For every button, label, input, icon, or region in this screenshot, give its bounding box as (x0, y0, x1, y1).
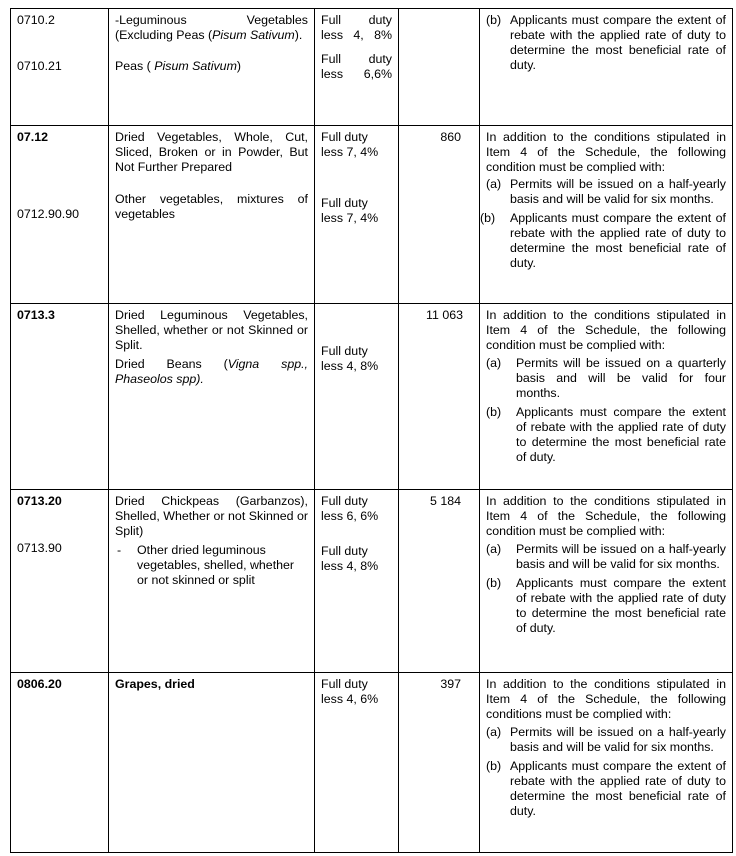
description (115, 13, 308, 43)
condition-item (486, 356, 726, 401)
description-italic: Pisum Sativum (212, 28, 295, 42)
conditions-cell (480, 673, 733, 853)
description: Other vegetables, mixtures of vegetables (115, 192, 308, 221)
description-text: Dried Beans ( (115, 357, 228, 371)
quantity-cell (399, 9, 480, 126)
description-cell (109, 126, 315, 304)
conditions-intro: In addition to the conditions stipulated in Item 4 of the Schedule, the following condition must be complied with: (486, 308, 726, 352)
duty-rate: Full duty less 4, 8% (321, 344, 379, 373)
table-row (11, 673, 733, 853)
tariff-code-cell (11, 490, 109, 673)
condition-marker: (b) (486, 759, 502, 773)
condition-item (486, 405, 726, 465)
quantity-value: 11 063 (426, 308, 463, 322)
condition-item (486, 725, 726, 755)
description: Dried Vegetables, Whole, Cut, Sliced, Broken or in Powder, But Not Further Prepared (115, 130, 308, 174)
quantity-cell (399, 490, 480, 673)
table-row (11, 9, 733, 126)
description (115, 357, 308, 387)
description-cell (109, 304, 315, 490)
description-dash-item (115, 543, 308, 588)
table-row (11, 490, 733, 673)
conditions-intro: In addition to the conditions stipulated in Item 4 of the Schedule, the following conditions must be complied with: (486, 677, 726, 721)
duty-cell (315, 9, 399, 126)
condition-marker: (a) (486, 356, 502, 370)
condition-text: Applicants must compare the extent of rebate with the applied rate of duty to determine the most beneficial rate of duty. (510, 759, 726, 818)
dash-marker: - (117, 543, 122, 557)
tariff-code: 0710.2 (17, 13, 55, 27)
tariff-code-cell (11, 9, 109, 126)
condition-text: Permits will be issued on a half-yearly basis and will be valid for six months. (510, 177, 726, 206)
conditions-intro: In addition to the conditions stipulated in Item 4 of the Schedule, the following condition must be complied with: (486, 130, 726, 174)
tariff-code-cell (11, 126, 109, 304)
quantity-cell (399, 673, 480, 853)
tariff-code: 0713.20 (17, 494, 62, 508)
quantity-value: 397 (440, 677, 461, 691)
tariff-code-cell (11, 304, 109, 490)
duty-cell (315, 304, 399, 490)
condition-item (486, 576, 726, 636)
condition-text: Permits will be issued on a half-yearly basis and will be valid for six months. (510, 725, 726, 754)
quantity-value: 860 (440, 130, 461, 144)
description-cell (109, 673, 315, 853)
table-row (11, 304, 733, 490)
description (115, 59, 308, 74)
duty-rate: Full duty less 7, 4% (321, 130, 379, 159)
description-text: ). (294, 28, 303, 42)
tariff-code: 0713.90 (17, 541, 62, 555)
condition-marker: (a) (486, 725, 502, 739)
description-italic: Vigna spp., Phaseolos spp). (115, 357, 308, 386)
description-cell (109, 490, 315, 673)
condition-item (486, 177, 726, 207)
conditions-cell (480, 304, 733, 490)
quantity-cell (399, 126, 480, 304)
duty-rate: Full duty less 6,6% (321, 52, 392, 81)
condition-item (486, 542, 726, 572)
duty-rate: Full duty less 7, 4% (321, 196, 379, 225)
condition-text: Applicants must compare the extent of rebate with the applied rate of duty to determine the most beneficial rate of duty. (510, 211, 726, 270)
description-cell (109, 9, 315, 126)
condition-text: Permits will be issued on a half-yearly basis and will be valid for six months. (516, 542, 726, 571)
condition-marker: (b) (480, 211, 496, 225)
duty-rate: Full duty less 4, 6% (321, 677, 379, 706)
condition-item (486, 759, 726, 819)
conditions-intro: In addition to the conditions stipulated in Item 4 of the Schedule, the following condition must be complied with: (486, 494, 726, 538)
condition-text: Applicants must compare the extent of rebate with the applied rate of duty to determine the most beneficial rate of duty. (516, 576, 726, 635)
description: Dried Leguminous Vegetables, Shelled, whether or not Skinned or Split. (115, 308, 308, 352)
quantity-cell (399, 304, 480, 490)
condition-marker: (a) (486, 542, 502, 556)
condition-marker: (b) (486, 13, 502, 27)
condition-marker: (b) (486, 405, 502, 419)
conditions-cell (480, 126, 733, 304)
description-text: -Leguminous Vegetables (Excluding Peas ( (115, 13, 308, 42)
description: Other dried leguminous vegetables, shelled, whether or not skinned or split (137, 543, 295, 587)
description-text: ) (236, 59, 242, 73)
duty-cell (315, 126, 399, 304)
duty-cell (315, 673, 399, 853)
tariff-code: 0806.20 (17, 677, 62, 691)
condition-item (486, 13, 726, 73)
duty-rate: Full duty less 6, 6% (321, 494, 379, 523)
tariff-code-cell (11, 673, 109, 853)
tariff-code: 07.12 (17, 130, 49, 144)
condition-text: Applicants must compare the extent of rebate with the applied rate of duty to determine the most beneficial rate of duty. (510, 13, 726, 72)
duty-cell (315, 490, 399, 673)
quantity-value: 5 184 (429, 494, 461, 508)
condition-text: Applicants must compare the extent of rebate with the applied rate of duty to determine the most beneficial rate of duty. (516, 405, 726, 464)
tariff-code: 0710.21 (17, 59, 62, 73)
conditions-cell (480, 490, 733, 673)
description-text: Peas ( (115, 59, 151, 73)
duty-rate: Full duty less 4, 8% (321, 13, 392, 42)
condition-item (480, 211, 726, 271)
rebate-table (10, 8, 733, 853)
condition-marker: (a) (486, 177, 502, 191)
condition-text: Permits will be issued on a quarterly basis and will be valid for four months. (516, 356, 726, 400)
tariff-code: 0713.3 (17, 308, 55, 322)
tariff-code: 0712.90.90 (17, 207, 80, 221)
description: Grapes, dried (115, 677, 195, 691)
description: Dried Chickpeas (Garbanzos), Shelled, Whether or not Skinned or Split) (115, 494, 308, 538)
duty-rate: Full duty less 4, 8% (321, 544, 379, 573)
condition-marker: (b) (486, 576, 502, 590)
conditions-cell (480, 9, 733, 126)
description-italic: Pisum Sativum (154, 59, 237, 73)
table-row (11, 126, 733, 304)
